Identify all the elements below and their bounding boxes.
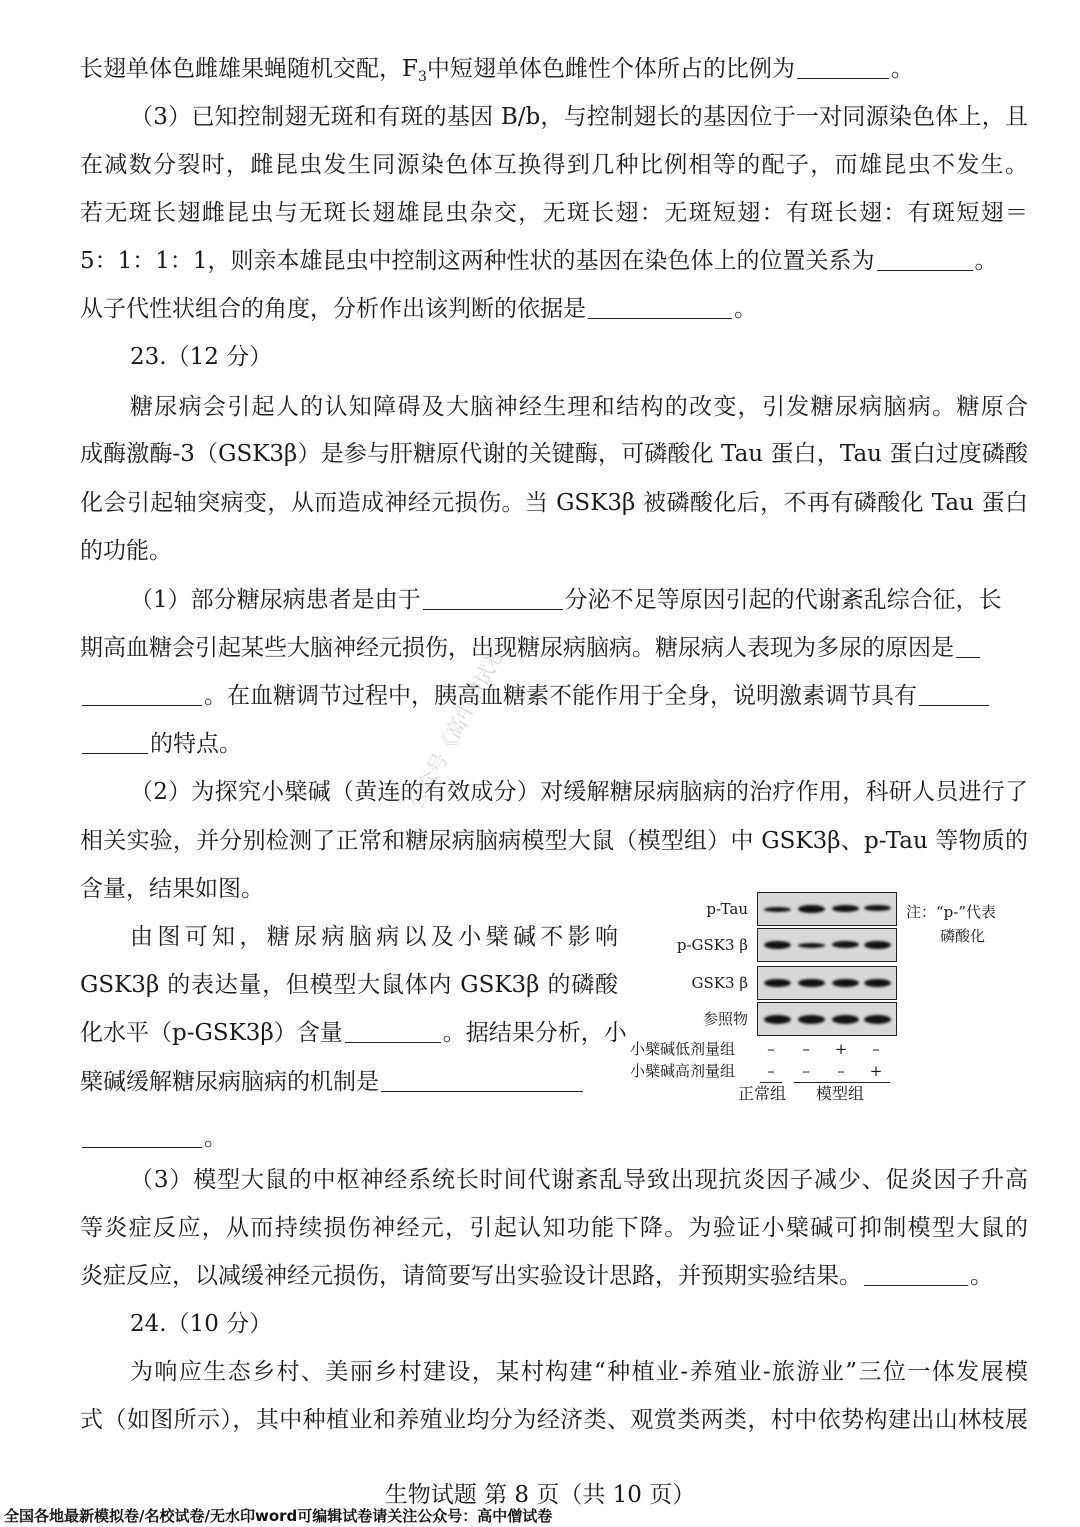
text-segment: 5：1：1：1，则亲本雄昆虫中控制这两种性状的基因在染色体上的位置关系为 <box>80 248 875 274</box>
treatment-mark: – <box>767 1040 775 1058</box>
treatment-mark: + <box>869 1062 883 1080</box>
answer-blank[interactable] <box>82 729 148 754</box>
blot-strip <box>757 966 897 1000</box>
blot-band <box>798 979 825 987</box>
text-line: （3）已知控制翅无斑和有斑的基因 B/b，与控制翅长的基因位于一对同源染色体上，且 <box>130 104 1028 130</box>
blot-band <box>864 1015 891 1024</box>
blot-band <box>764 907 791 912</box>
text-segment: 分泌不足等原因引起的代谢紊乱综合征，长 <box>564 587 1002 613</box>
text-line <box>80 244 1028 278</box>
figure-note: 注：“p-”代表 <box>906 903 997 921</box>
question-number: 23.（12 分） <box>130 344 273 370</box>
blot-band <box>764 1015 791 1024</box>
blot-band <box>832 1015 859 1024</box>
group-label: 模型组 <box>816 1084 865 1103</box>
text-segment: 。 <box>970 1263 993 1289</box>
treatment-mark: – <box>767 1062 775 1080</box>
text-line <box>130 583 1028 617</box>
text-line: 成酶激酶-3（GSK3β）是参与肝糖原代谢的关键酶，可磷酸化 Tau 蛋白，Tau 蛋白过度磷酸 <box>80 441 1028 467</box>
text-line: （3）模型大鼠的中枢神经系统长时间代谢紊乱导致出现抗炎因子减少、促炎因子升高 <box>130 1167 1028 1193</box>
blot-band <box>832 941 859 948</box>
text-segment: 。 <box>734 296 757 322</box>
text-line <box>80 292 1028 326</box>
text-segment: 。据结果分析，小 <box>442 1020 627 1046</box>
page-footer: 生物试题 第 8 页（共 10 页） <box>384 1482 696 1508</box>
text-line: 糖尿病会引起人的认知障碍及大脑神经生理和结构的改变，引发糖尿病脑病。糖原合 <box>130 394 1028 420</box>
watermark-text: 公众号《高中僧试卷》 <box>403 625 519 814</box>
blot-band <box>832 979 859 987</box>
text-segment: 的特点。 <box>150 731 242 757</box>
text-line: 化会引起轴突病变，从而造成神经元损伤。当 GSK3β 被磷酸化后，不再有磷酸化 Tau 蛋白 <box>80 490 1028 516</box>
text-line: 相关实验，并分别检测了正常和糖尿病脑病模型大鼠（模型组）中 GSK3β、p-Tau 等物质的 <box>80 828 1028 854</box>
text-line: （2）为探究小檗碱（黄连的有效成分）对缓解糖尿病脑病的治疗作用，科研人员进行了 <box>130 779 1028 805</box>
blot-strip <box>757 892 897 926</box>
text-line <box>80 679 1028 713</box>
blot-band <box>798 905 825 913</box>
text-line: 等炎症反应，从而持续损伤神经元，引起认知功能下降。为验证小檗碱可抑制模型大鼠的 <box>80 1215 1028 1241</box>
answer-blank[interactable] <box>956 633 980 658</box>
figure-note: 磷酸化 <box>940 927 986 945</box>
answer-blank[interactable] <box>423 585 563 610</box>
text-line: 若无斑长翅雌昆虫与无斑长翅雄昆虫杂交，无斑长翅：无斑短翅：有斑长翅：有斑短翅＝ <box>80 200 1028 226</box>
text-line <box>80 1016 627 1050</box>
text-line <box>80 631 1028 665</box>
text-segment: 炎症反应，以减缓神经元损伤，请简要写出实验设计思路，并预期实验结果。 <box>80 1263 862 1289</box>
text-segment: 中短翅单体色雌性个体所占的比例为 <box>426 56 795 82</box>
row-label: 小檗碱低剂量组 <box>630 1040 736 1058</box>
blot-band <box>798 943 825 948</box>
western-blot-figure <box>620 890 1040 1110</box>
blot-band <box>864 979 891 987</box>
row-label: 小檗碱高剂量组 <box>630 1062 736 1080</box>
blot-strip <box>757 928 897 962</box>
text-segment: 从子代性状组合的角度，分析作出该判断的依据是 <box>80 296 586 322</box>
text-segment: 期高血糖会引起某些大脑神经元损伤，出现糖尿病脑病。糖尿病人表现为多尿的原因是 <box>80 635 954 661</box>
text-segment: 。在血糖调节过程中，胰高血糖素不能作用于全身，说明激素调节具有 <box>204 683 917 709</box>
text-line: 的功能。 <box>80 538 172 564</box>
text-segment: 化水平（p-GSK3β）含量 <box>80 1020 343 1046</box>
answer-blank[interactable] <box>345 1018 441 1043</box>
text-line <box>80 1121 1028 1155</box>
treatment-mark: + <box>834 1040 848 1058</box>
text-segment: 。 <box>890 56 914 82</box>
question-number: 24.（10 分） <box>130 1311 273 1337</box>
text-line: 含量，结果如图。 <box>80 876 264 902</box>
answer-blank[interactable] <box>588 294 732 319</box>
answer-blank[interactable] <box>864 1261 968 1286</box>
promo-banner: 全国各地最新模拟卷/名校试卷/无水印word可编辑试卷请关注公众号：高中僧试卷 <box>4 1507 553 1525</box>
text-line: 为响应生态乡村、美丽乡村建设，某村构建“种植业-养殖业-旅游业”三位一体发展模 <box>130 1359 1028 1385</box>
blot-label: GSK3 β <box>691 974 748 992</box>
treatment-mark: – <box>802 1062 810 1080</box>
answer-blank[interactable] <box>82 681 202 706</box>
text-segment: 檗碱缓解糖尿病脑病的机制是 <box>80 1069 379 1095</box>
subscript: 3 <box>417 69 427 85</box>
treatment-mark: – <box>872 1040 880 1058</box>
blot-strip <box>757 1002 897 1036</box>
text-line: 在减数分裂时，雌昆虫发生同源染色体互换得到几种比例相等的配子，而雄昆虫不发生。 <box>80 152 1028 178</box>
blot-band <box>764 979 791 987</box>
blot-label: p-GSK3 β <box>676 936 748 954</box>
text-line: GSK3β 的表达量，但模型大鼠体内 GSK3β 的磷酸 <box>80 972 618 998</box>
text-line <box>80 52 1028 94</box>
text-segment: 。 <box>974 248 998 274</box>
blot-label: 参照物 <box>702 1010 748 1028</box>
text-line: 由图可知，糖尿病脑病以及小檗碱不影响 <box>130 924 618 950</box>
blot-band <box>864 941 891 949</box>
answer-blank[interactable] <box>82 1123 202 1148</box>
text-line <box>80 1259 1028 1293</box>
blot-label: p-Tau <box>706 900 748 918</box>
text-line <box>80 1065 618 1099</box>
text-line: 式（如图所示），其中种植业和养殖业均分为经济类、观赏类两类，村中依势构建出山林枝展 <box>80 1407 1028 1433</box>
text-line <box>80 727 1028 761</box>
treatment-mark: – <box>802 1040 810 1058</box>
answer-blank[interactable] <box>381 1067 583 1092</box>
answer-blank[interactable] <box>919 681 989 706</box>
text-segment: 长翅单体色雌雄果蝇随机交配，F <box>80 56 418 82</box>
blot-band <box>864 905 891 911</box>
blot-band <box>798 1015 825 1024</box>
text-segment: （1）部分糖尿病患者是由于 <box>130 587 421 613</box>
group-label: 正常组 <box>738 1084 787 1103</box>
treatment-mark: – <box>837 1062 845 1080</box>
answer-blank[interactable] <box>877 246 973 271</box>
answer-blank[interactable] <box>797 54 889 79</box>
text-segment: 。 <box>204 1125 227 1151</box>
blot-band <box>764 941 791 949</box>
blot-band <box>832 905 859 912</box>
